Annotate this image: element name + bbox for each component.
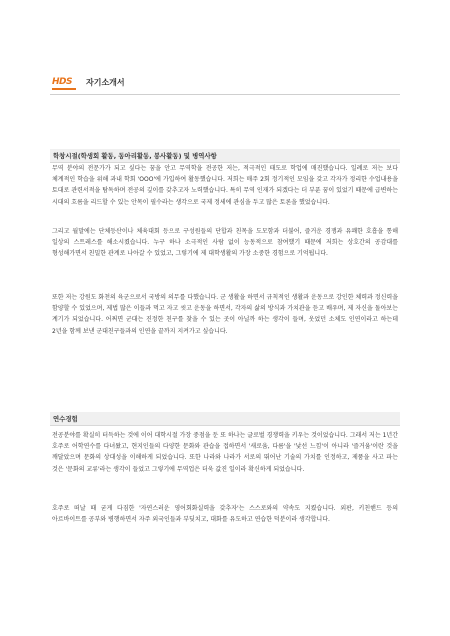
- paragraph-military: 또한 저는 강원도 화천의 육군으로서 국방의 의무를 다했습니다. 군 생활을 하면서 규칙적인 생활과 운동으로 강인한 체력과 정신력을 함양할 수 있었으며, 제법 많은 이들과 먹고 자고 씻고 운동을 하면서, 각자의 삶의 방식과 가치관을 듣고 배우며, 제 자신을 돌아보는 계기가 되었습니다. 어쩌면 군대는 진정한 친구를 찾을 수 있는 곳이 아닐까 하는 생각이 들며, 웃었던 소체도 인연이라고 하는데 2년을 함께 보낸 군대친구들과의 인연을 끝까지 지켜가고 싶습니다.: [52, 294, 398, 335]
- paragraph-school-1: 무역 분야의 전문가가 되고 싶다는 꿈을 안고 무역학을 전공한 저는, 적극적인 태도로 학업에 매진했습니다. 일례로 저는 보다 체계적인 학습을 위해 과내 학회 'OOO'에 가입하여 활동했습니다. 저희는 매주 2회 정기적인 모임을 갖고 각자가 정리한 수업내용을 토대로 관련서적을 탐독하며 전공의 깊이를 갖추고자 노력했습니다. 특히 무역 인재가 되겠다는 더 부푼 꿈이 있었기 때문에 급변하는 시대의 흐름을 리드할 수 있는 안목이 필수라는 생각으로 국제 정세에 관심을 두고 많은 토론을 했었습니다.: [52, 165, 398, 206]
- document-header: [50, 75, 400, 95]
- section-heading-training: 연수경험: [50, 412, 400, 426]
- paragraph-training-1: 전공분야를 확실히 터득하는 것에 이어 대학시절 가장 중점을 둔 또 하나는 글로벌 경쟁력을 키우는 것이었습니다. 그래서 저는 1년간 호주로 어학연수를 다녀왔고, 현지인들의 다양한 문화와 관습을 접하면서 '새로움, 다름'을 '낯선 느낌'이 아니라 '즐거움'이란 것을 깨달았으며 문화의 상대성을 이해하게 되었습니다. 또한 나라와 나라가 서로의 뛰어난 기술의 가치를 인정하고, 제품을 사고 파는 것은 '문화의 교류'라는 생각이 들었고 그렇기에 무역업은 더욱 값진 일이라 확신하게 되었습니다.: [52, 432, 398, 473]
- header-divider: [50, 94, 400, 95]
- paragraph-school-2: 그리고 월말에는 단체등산이나 체육대회 등으로 구성원들의 단합과 친목을 도모함과 더불어, 즐거운 경쟁과 유쾌한 호흡을 통해 일상의 스트레스를 해소시켰습니다. 누구 하나 소극적인 사람 없이 능동적으로 참여했기 때문에 저희는 상호간의 공감대를 형성해가면서 친밀한 관계로 나아갈 수 있었고, 그렇기에 제 대학생활의 가장 소중한 경험으로 기억됩니다.: [52, 228, 398, 258]
- paragraph-training-2: 호주로 떠날 때 굳게 다짐한 '자연스러운 영어회화실력을 갖추자'는 스스로와의 약속도 지켰습니다. 외판, 키친핸드 등의 아르바이트를 공부와 병행하면서 자주 외국인들과 부딪치고, 대화를 유도하고 연습한 덕분이라 생각합니다.: [52, 505, 398, 524]
- company-logo: [52, 76, 78, 92]
- document-title: 자기소개서: [86, 78, 125, 87]
- logo-text: HDS: [52, 77, 72, 87]
- logo-underline: [52, 88, 76, 90]
- section-heading-school-life: 학창시절(학생회 활동, 동아리활동, 봉사활동) 및 병역사항: [50, 149, 400, 163]
